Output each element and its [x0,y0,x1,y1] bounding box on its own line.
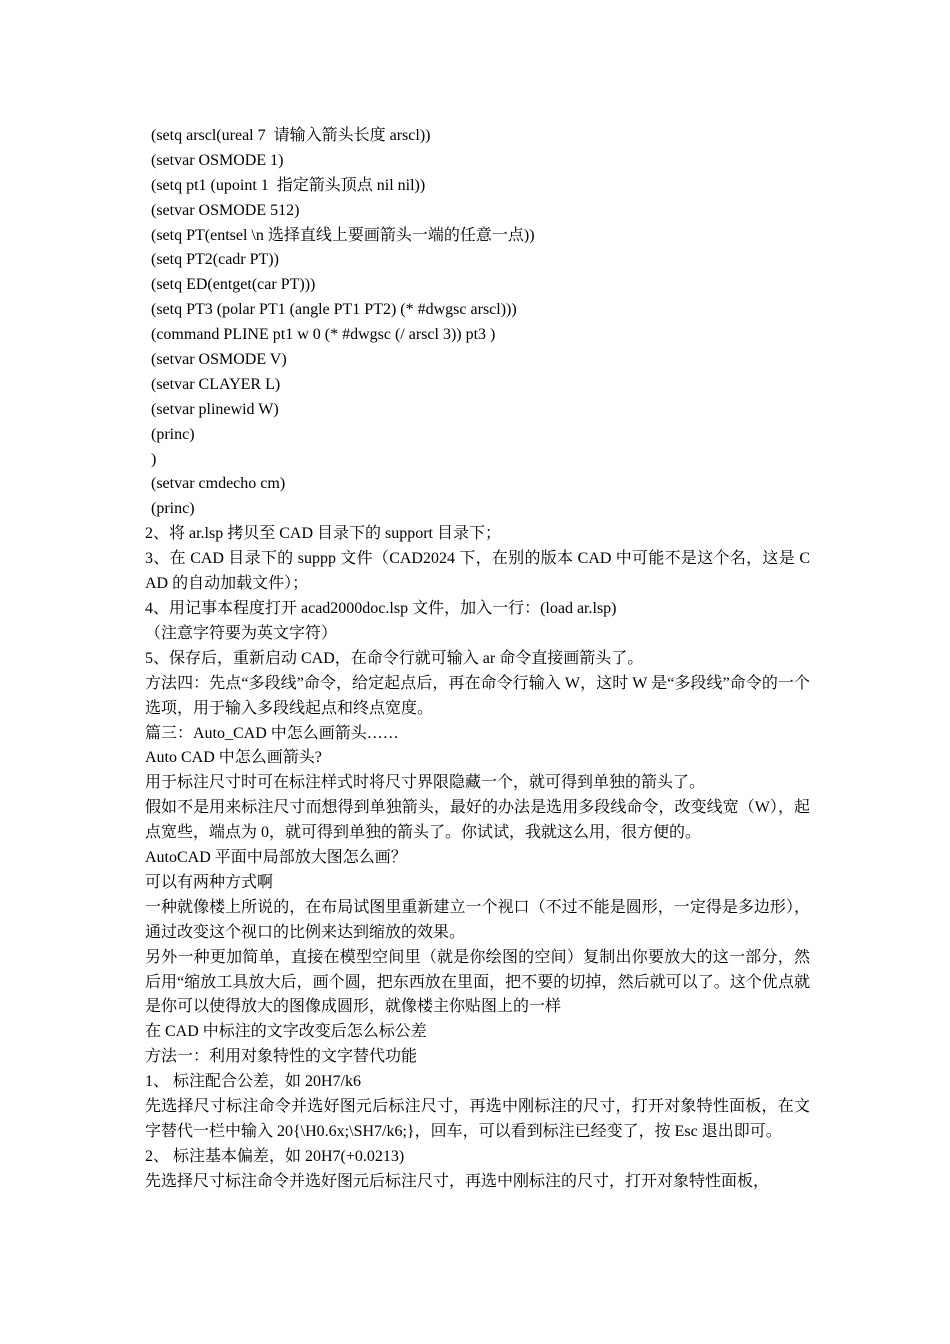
list-item: 1、 标注配合公差，如 20H7/k6 [145,1073,362,1091]
question-heading: Auto CAD 中怎么画箭头? [145,749,322,767]
code-line: (setq PT2(cadr PT)) [151,251,279,269]
section-heading: 篇三：Auto_CAD 中怎么画箭头…… [145,724,399,742]
code-line: (setvar OSMODE V) [151,351,287,369]
paragraph: 用于标注尺寸时可在标注样式时将尺寸界限隐藏一个，就可得到单独的箭头了。 [145,774,706,792]
paragraph: 假如不是用来标注尺寸而想得到单独箭头，最好的办法是选用多段线命令，改变线宽（W），起点宽些，端点为 0，就可得到单独的箭头了。你试试，我就这么用，很方便的。 [145,799,810,842]
paragraph-method-4: 方法四：先点“多段线”命令，给定起点后，再在命令行输入 W，这时 W 是“多段线”命令的一个选项，用于输入多段线起点和终点宽度。 [145,674,810,717]
code-line: (setq PT3 (polar PT1 (angle PT1 PT2) (* #dwgsc arscl))) [151,301,517,319]
paragraph: 一种就像楼上所说的，在布局试图里重新建立一个视口（不过不能是圆形，一定得是多边形），通过改变这个视口的比例来达到缩放的效果。 [145,898,810,941]
paragraph-step-3: 3、在 CAD 目录下的 suppp 文件（CAD2024 下，在别的版本 CAD 中可能不是这个名，这是 CAD 的自动加载文件）； [145,550,810,593]
paragraph: 可以有两种方式啊 [145,873,274,891]
code-line: (princ) [151,500,195,518]
code-line: (setvar CLAYER L) [151,375,281,393]
code-line: (command PLINE pt1 w 0 (* #dwgsc (/ arscl 3)) pt3 ) [151,326,496,344]
code-line: (setvar cmdecho cm) [151,475,286,493]
code-line: (setq PT(entsel \n 选择直线上要画箭头一端的任意一点)) [151,226,535,244]
code-line: (setq arscl(ureal 7 请输入箭头长度 arscl)) [151,127,431,144]
document-body [145,124,810,1195]
paragraph: 先选择尺寸标注命令并选好图元后标注尺寸，再选中刚标注的尺寸，打开对象特性面板， [145,1172,770,1190]
paragraph: 先选择尺寸标注命令并选好图元后标注尺寸，再选中刚标注的尺寸，打开对象特性面板，在文字替代一栏中输入 20{\H0.6x;\SH7/k6;}，回车，可以看到标注已经变了，按 Esc 退出即可。 [145,1098,810,1140]
code-line: (princ) [151,425,195,443]
paragraph-step-2: 2、将 ar.lsp 拷贝至 CAD 目录下的 support 目录下； [145,525,502,543]
question-heading: AutoCAD 平面中局部放大图怎么画？ [145,849,407,867]
code-line: (setvar OSMODE 1) [151,151,284,169]
paragraph-step-5: 5、保存后，重新启动 CAD，在命令行就可输入 ar 命令直接画箭头了。 [145,649,644,667]
paragraph-note: （注意字符要为英文字符） [145,624,338,642]
code-line: (setq ED(entget(car PT))) [151,276,316,294]
code-line: (setvar plinewid W) [151,400,279,418]
question-heading: 在 CAD 中标注的文字改变后怎么标公差 [145,1023,427,1041]
code-line: (setq pt1 (upoint 1 指定箭头顶点 nil nil)) [151,176,426,194]
list-item: 2、 标注基本偏差，如 20H7(+0.0213) [145,1147,405,1165]
code-line: (setvar OSMODE 512) [151,201,300,219]
method-heading: 方法一：利用对象特性的文字替代功能 [145,1048,418,1066]
paragraph: 另外一种更加简单，直接在模型空间里（就是你绘图的空间）复制出你要放大的这一部分，然后用“缩放工具放大后，画个圆，把东西放在里面，把不要的切掉，然后就可以了。这个优点就是你可以使得放大的图像成圆形，就像楼主你贴图上的一样 [145,948,810,1016]
code-line: ) [151,450,157,468]
paragraph-step-4: 4、用记事本程度打开 acad2000doc.lsp 文件，加入一行：(load ar.lsp) [145,599,617,617]
